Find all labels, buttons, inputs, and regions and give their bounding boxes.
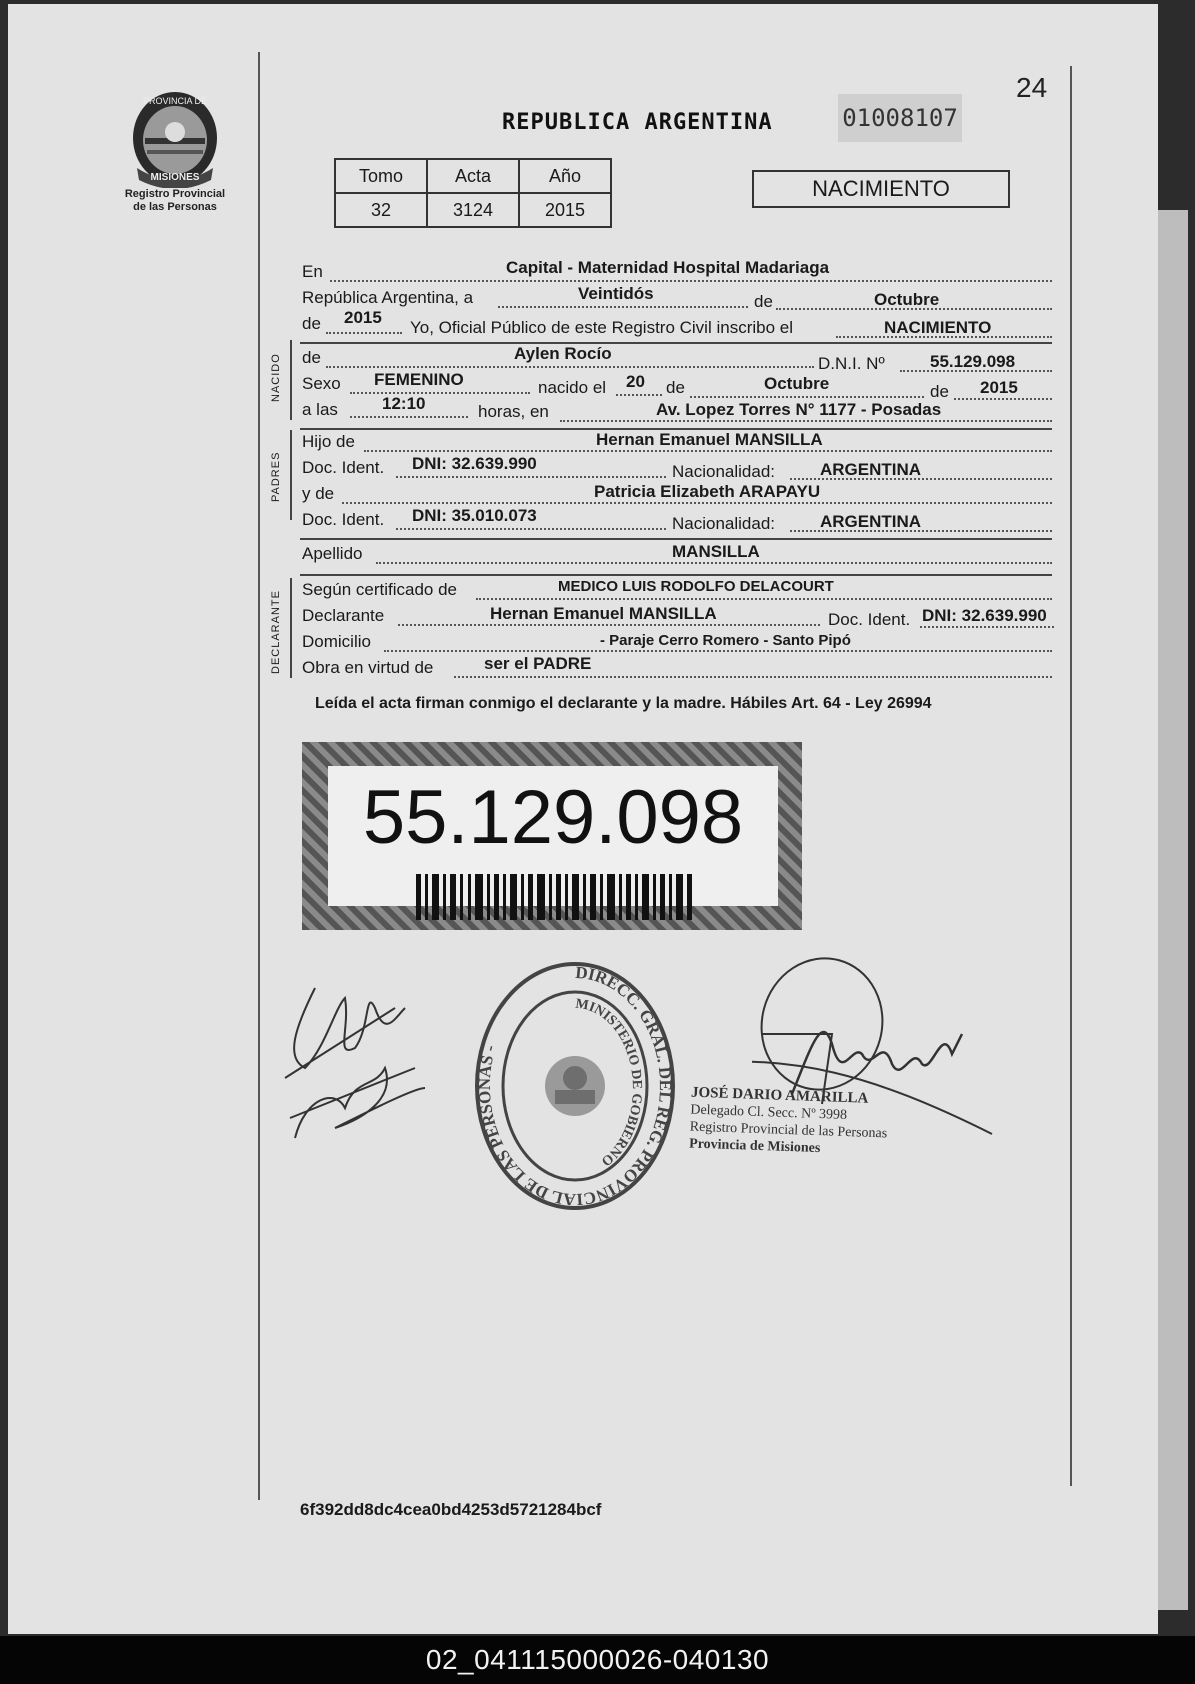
ref-value-tomo: 32	[335, 193, 427, 227]
field-father-nationality: ARGENTINA	[820, 460, 922, 479]
dni-label-inner	[328, 766, 778, 906]
rule-below-apellido	[300, 574, 1052, 576]
stamp-ring-text: DIRECC. GRAL. DEL REG. PROVINCIAL DE LAS PERSONAS -	[474, 962, 675, 1210]
dots-mother-name	[342, 502, 1052, 504]
label-republica: República Argentina, a	[302, 288, 474, 307]
label-dni-no: D.N.I. Nº	[818, 354, 885, 373]
label-a-las: a las	[302, 400, 338, 419]
field-birth-time: 12:10	[382, 394, 426, 413]
official-signature-block	[689, 1085, 889, 1160]
field-place: Capital - Maternidad Hospital Madariaga	[506, 258, 830, 277]
right-margin-line	[1070, 66, 1072, 1486]
label-nacido-el: nacido el	[538, 378, 607, 397]
ref-header-ano: Año	[519, 159, 611, 193]
field-mother-doc: DNI: 35.010.073	[412, 506, 537, 525]
field-father-doc: DNI: 32.639.990	[412, 454, 537, 473]
label-yo: Yo, Oficial Público de este Registro Civil inscribo el	[410, 318, 793, 337]
declarante-section-bar	[290, 578, 292, 678]
dni-label-number: 55.129.098	[362, 775, 744, 860]
reference-table-header-row	[335, 159, 611, 193]
field-birth-year: 2015	[980, 378, 1018, 397]
dots-address	[384, 650, 1052, 652]
side-label-nacido: NACIDO	[270, 353, 282, 402]
logo-caption-line2: de las Personas	[133, 201, 217, 213]
field-year: 2015	[344, 308, 382, 327]
rule-above-nacido	[300, 342, 1052, 344]
dots-year	[326, 332, 402, 334]
field-declarant-doc: DNI: 32.639.990	[922, 606, 1047, 625]
label-nationality-father: Nacionalidad:	[672, 462, 776, 481]
misiones-coat-of-arms-icon	[127, 88, 223, 188]
ref-value-acta: 3124	[427, 193, 519, 227]
dni-barcode-label	[302, 742, 802, 930]
side-label-declarante: DECLARANTE	[270, 590, 282, 674]
rule-above-apellido	[300, 538, 1052, 540]
field-mother-name: Patricia Elizabeth ARAPAYU	[594, 482, 821, 501]
dots-sex	[350, 392, 530, 394]
logo-caption-line1: Registro Provincial	[124, 188, 226, 200]
label-domicilio: Domicilio	[302, 632, 371, 651]
field-certificate: MEDICO LUIS RODOLFO DELACOURT	[558, 578, 834, 595]
ref-header-tomo: Tomo	[335, 159, 427, 193]
field-address: - Paraje Cerro Romero - Santo Pipó	[600, 632, 851, 649]
label-sexo: Sexo	[302, 374, 341, 393]
dots-birth-year	[954, 398, 1052, 400]
ref-value-ano: 2015	[519, 193, 611, 227]
dots-place	[330, 280, 1052, 282]
stamp-inner-text: MINISTERIO DE GOBIERNO	[574, 996, 645, 1169]
dots-surname	[376, 562, 1052, 564]
logo-arc-text: PROVINCIA DE	[142, 96, 208, 106]
nacido-section-bar	[290, 340, 292, 420]
label-doc-mother: Doc. Ident.	[302, 510, 385, 529]
field-sex: FEMENINO	[374, 370, 464, 389]
padres-section-bar	[290, 430, 292, 520]
dots-birth-day	[616, 394, 662, 396]
document-hash: 6f392dd8dc4cea0bd4253d5721284bcf	[300, 1500, 602, 1519]
field-month: Octubre	[874, 290, 940, 309]
field-father-name: Hernan Emanuel MANSILLA	[596, 430, 823, 449]
dots-father-doc	[396, 476, 666, 478]
dots-mother-doc	[396, 528, 666, 530]
field-capacity: ser el PADRE	[484, 654, 592, 673]
official-province: Provincia de Misiones	[688, 1136, 821, 1157]
closing-text: Leída el acta firman conmigo el declarante y la madre. Hábiles Art. 64 - Ley 26994	[315, 695, 932, 712]
label-y-de: y de	[302, 484, 335, 503]
official-role: Delegado Cl. Secc. Nº 3998	[690, 1102, 848, 1124]
dots-birth-month	[690, 396, 924, 398]
dots-father-name	[364, 450, 1052, 452]
field-declarant: Hernan Emanuel MANSILLA	[490, 604, 717, 623]
page-edge	[1158, 210, 1188, 1610]
reference-table-value-row	[335, 193, 611, 227]
label-de-name: de	[302, 348, 321, 367]
field-child-name: Aylen Rocío	[514, 344, 612, 363]
serial-number: 01008107	[838, 94, 962, 142]
barcode-icon	[416, 874, 696, 920]
field-birth-place: Av. Lopez Torres N° 1177 - Posadas	[656, 400, 942, 419]
field-mother-nationality: ARGENTINA	[820, 512, 922, 531]
label-de-birth-year: de	[930, 382, 949, 401]
field-child-dni: 55.129.098	[930, 352, 1016, 371]
dots-declarant-doc	[920, 626, 1054, 628]
dots-day	[498, 306, 748, 308]
record-type-box: NACIMIENTO	[752, 170, 1010, 208]
registry-logo	[110, 88, 240, 228]
label-de-birth-month: de	[666, 378, 685, 397]
dots-declarant	[398, 624, 820, 626]
field-birth-month: Octubre	[764, 374, 830, 393]
reference-table	[334, 158, 612, 228]
footer-code: 02_041115000026-040130	[425, 1644, 770, 1675]
label-en: En	[302, 262, 323, 281]
field-birth-day: 20	[626, 372, 645, 391]
label-obra: Obra en virtud de	[302, 658, 434, 677]
logo-banner-text: MISIONES	[150, 172, 200, 183]
dots-birth-place	[560, 420, 1052, 422]
dots-child-name	[326, 366, 814, 368]
signature-left-icon	[275, 968, 435, 1148]
field-day-words: Veintidós	[578, 284, 654, 303]
label-de-month: de	[754, 292, 773, 311]
ref-header-acta: Acta	[427, 159, 519, 193]
footer-strip	[0, 1636, 1195, 1684]
label-horas-en: horas, en	[478, 402, 549, 421]
official-stamp-icon	[470, 958, 680, 1214]
label-nationality-mother: Nacionalidad:	[672, 514, 776, 533]
page-number: 24	[1016, 72, 1048, 103]
label-de-year: de	[302, 314, 321, 333]
left-margin-line	[258, 52, 260, 1500]
label-apellido: Apellido	[302, 544, 363, 563]
label-hijo-de: Hijo de	[302, 432, 355, 451]
dots-capacity	[454, 676, 1052, 678]
label-declarante: Declarante	[302, 606, 385, 625]
side-label-padres: PADRES	[270, 451, 282, 502]
official-name: JOSÉ DARIO AMARILLA	[690, 1084, 869, 1107]
label-segun: Según certificado de	[302, 580, 457, 599]
label-doc-declarant: Doc. Ident.	[828, 610, 911, 629]
official-office: Registro Provincial de las Personas	[689, 1119, 888, 1142]
label-doc-father: Doc. Ident.	[302, 458, 385, 477]
field-act: NACIMIENTO	[884, 318, 992, 337]
field-surname: MANSILLA	[672, 542, 760, 561]
country-title: REPUBLICA ARGENTINA	[502, 110, 773, 135]
dots-certificate	[476, 598, 1052, 600]
dots-birth-time	[350, 416, 468, 418]
